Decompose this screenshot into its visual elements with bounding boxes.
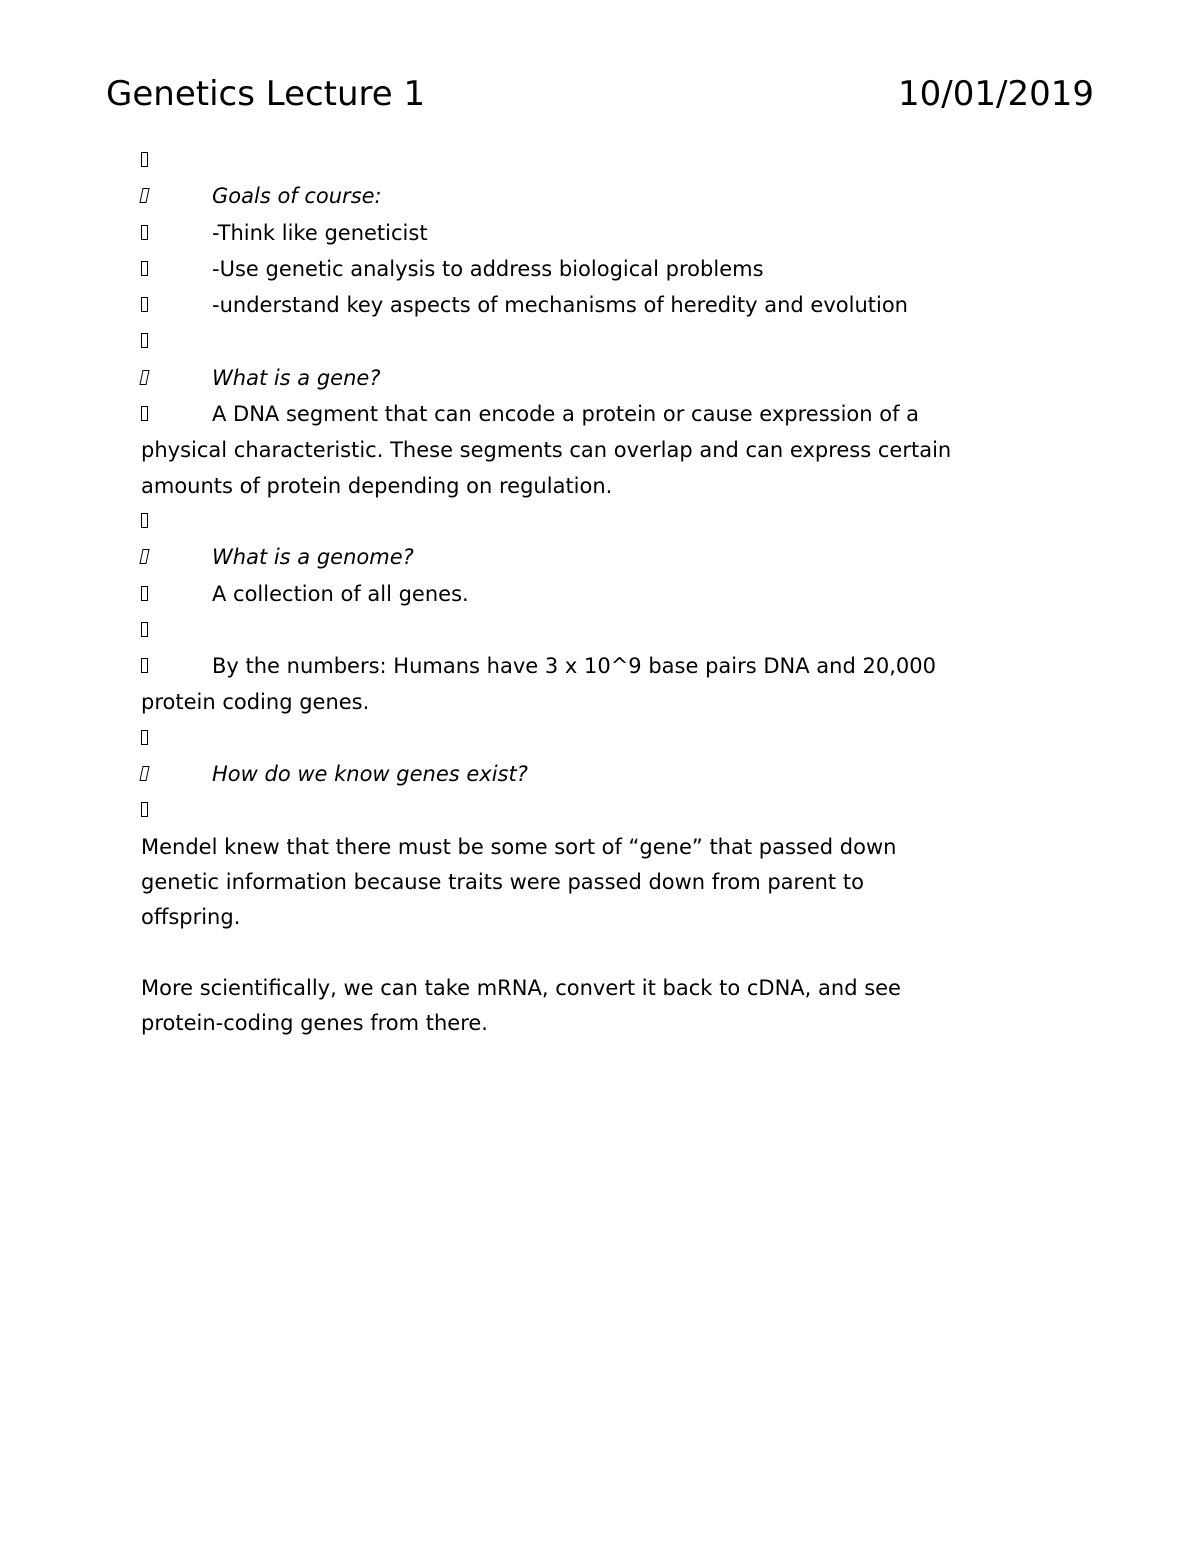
missing-glyph-icon: [141, 216, 212, 252]
list-item: [141, 361, 1076, 397]
missing-glyph-icon: [141, 143, 212, 179]
list-item: [141, 504, 1076, 540]
genome-answer: A collection of all genes.: [212, 581, 469, 606]
list-item: [141, 397, 1076, 433]
list-item: [141, 179, 1076, 215]
missing-glyph-icon: [141, 361, 212, 397]
missing-glyph-icon: [141, 252, 212, 288]
missing-glyph-icon: [141, 288, 212, 324]
list-item: [141, 252, 1076, 288]
missing-glyph-icon: [141, 721, 212, 757]
lecture-date: 10/01/2019: [898, 74, 1094, 114]
page-title: Genetics Lecture 1: [106, 74, 426, 114]
list-item: [141, 649, 1076, 685]
list-item: [141, 721, 1076, 757]
list-item: [141, 540, 1076, 576]
mendel-line: genetic information because traits were passed down from parent to: [141, 869, 864, 894]
paragraph-gap: [141, 936, 1076, 971]
goal-item: -understand key aspects of mechanisms of heredity and evolution: [212, 293, 908, 318]
list-item: [141, 216, 1076, 252]
list-item: [141, 793, 1076, 829]
gene-answer-line: A DNA segment that can encode a protein or cause expression of a: [212, 402, 920, 427]
missing-glyph-icon: [141, 324, 212, 360]
gene-answer-line: physical characteristic. These segments can overlap and can express certain: [141, 438, 952, 463]
list-item: [141, 613, 1076, 649]
gene-question: What is a gene?: [212, 365, 381, 390]
missing-glyph-icon: [141, 613, 212, 649]
list-item: [141, 757, 1076, 793]
missing-glyph-icon: [141, 540, 212, 576]
missing-glyph-icon: [141, 179, 212, 215]
missing-glyph-icon: [141, 397, 212, 433]
list-item: [141, 143, 1076, 179]
mendel-line: offspring.: [141, 905, 241, 930]
goal-item: -Use genetic analysis to address biological problems: [212, 256, 764, 281]
list-item: [141, 324, 1076, 360]
missing-glyph-icon: [141, 577, 212, 613]
list-item: [141, 288, 1076, 324]
numbers-line: By the numbers: Humans have 3 x 10^9 base pairs DNA and 20,000: [212, 654, 936, 679]
numbers-line: protein coding genes.: [141, 690, 370, 715]
science-line: More scientifically, we can take mRNA, convert it back to cDNA, and see: [141, 975, 901, 1000]
genome-question: What is a genome?: [212, 545, 414, 570]
missing-glyph-icon: [141, 793, 212, 829]
list-item: [141, 577, 1076, 613]
missing-glyph-icon: [141, 757, 212, 793]
missing-glyph-icon: [141, 649, 212, 685]
notes-body: [141, 143, 1076, 1041]
goal-item: -Think like geneticist: [212, 220, 428, 245]
missing-glyph-icon: [141, 504, 212, 540]
document-header: [106, 72, 1094, 122]
goals-heading: Goals of course:: [212, 184, 382, 209]
mendel-line: Mendel knew that there must be some sort of “gene” that passed down: [141, 834, 897, 859]
science-line: protein-coding genes from there.: [141, 1011, 488, 1036]
gene-answer-line: amounts of protein depending on regulation.: [141, 473, 613, 498]
exist-question: How do we know genes exist?: [212, 762, 528, 787]
